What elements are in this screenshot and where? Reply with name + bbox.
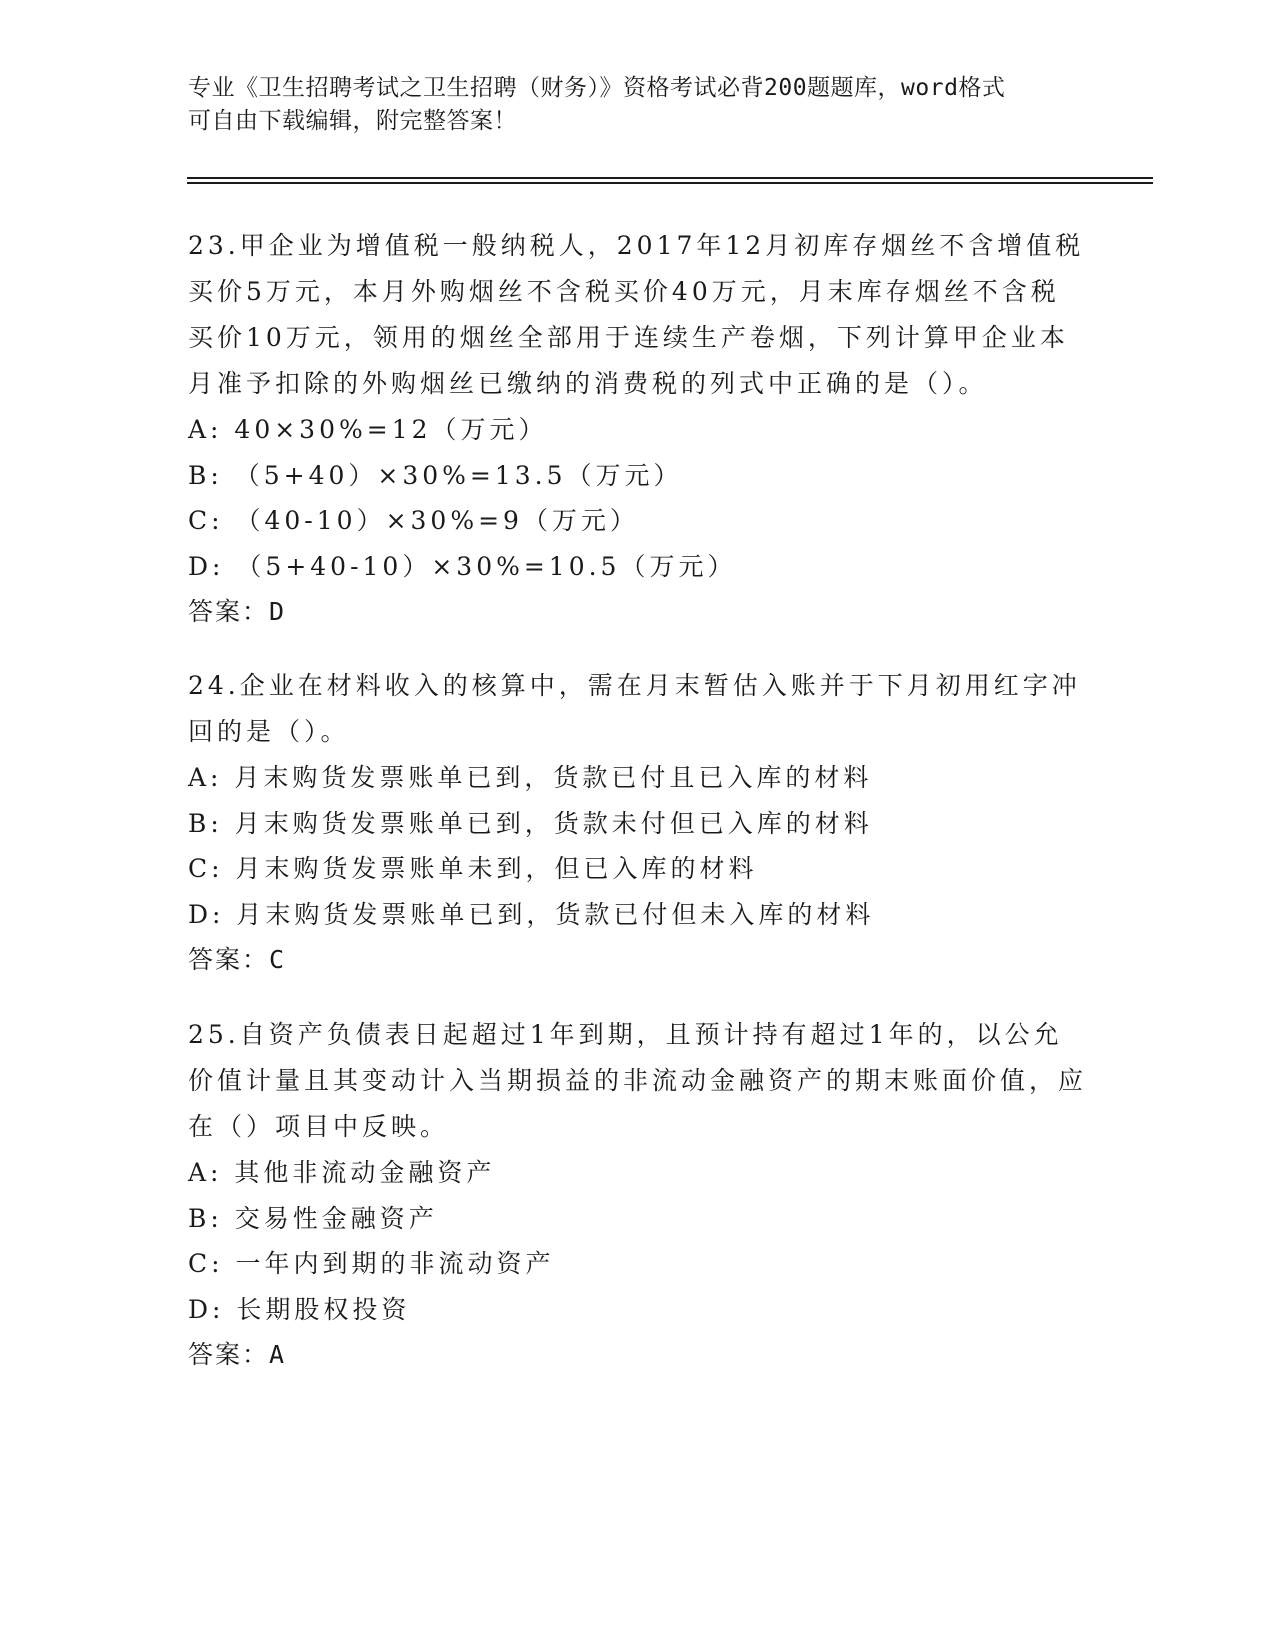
option-b: B: 月末购货发票账单已到，货款未付但已入库的材料 xyxy=(188,808,873,838)
header-line-2: 可自由下载编辑，附完整答案！ xyxy=(188,108,517,134)
option-c: C: （40-10）×30%=9（万元） xyxy=(188,506,639,535)
option-a: A: 月末购货发票账单已到，货款已付且已入库的材料 xyxy=(188,763,873,792)
question-24 xyxy=(188,663,1088,983)
answer-value: C xyxy=(269,945,287,974)
option-c: C: 月末购货发票账单未到，但已入库的材料 xyxy=(188,854,758,883)
answer-label: 答案： xyxy=(188,1340,270,1369)
answer-value: D xyxy=(269,597,287,626)
header-line-1: 专业《卫生招聘考试之卫生招聘（财务）》资格考试必背200题题库，word格式 xyxy=(188,75,1006,101)
answer-line xyxy=(188,1332,1088,1378)
question-stem: 25.自资产负债表日起超过1年到期，且预计持有超过1年的，以公允价值计量且其变动计入当期损益的非流动金融资产的期末账面价值，应在（）项目中反映。 xyxy=(188,1020,1088,1141)
option-b: B: （5+40）×30%=13.5（万元） xyxy=(188,460,683,490)
option-a: A: 其他非流动金融资产 xyxy=(188,1158,496,1187)
answer-value: A xyxy=(269,1340,287,1369)
question-23 xyxy=(188,223,1088,635)
option-b: B: 交易性金融资产 xyxy=(188,1203,438,1233)
answer-label: 答案： xyxy=(188,945,270,974)
answer-line xyxy=(188,937,1088,983)
header-divider-top xyxy=(187,177,1153,179)
option-a: A: 40×30%=12（万元） xyxy=(188,415,548,444)
option-d: D: （5+40-10）×30%=10.5（万元） xyxy=(188,551,737,581)
question-25 xyxy=(188,1012,1088,1378)
option-d: D: 长期股权投资 xyxy=(188,1294,411,1324)
header-divider-bottom xyxy=(187,182,1153,184)
question-stem: 24.企业在材料收入的核算中，需在月末暂估入账并于下月初用红字冲回的是（）。 xyxy=(188,671,1081,746)
answer-label: 答案： xyxy=(188,597,270,626)
answer-line xyxy=(188,589,1088,635)
question-stem: 23.甲企业为增值税一般纳税人，2017年12月初库存烟丝不含增值税买价5万元，本月外购烟丝不含税买价40万元，月末库存烟丝不含税买价10万元，领用的烟丝全部用于连续生产卷烟，下列计算甲企业本月准予扣除的外购烟丝已缴纳的消费税的列式中正确的是（）。 xyxy=(188,231,1085,398)
document-header xyxy=(188,72,1088,138)
option-c: C: 一年内到期的非流动资产 xyxy=(188,1249,555,1278)
option-d: D: 月末购货发票账单已到，货款已付但未入库的材料 xyxy=(188,899,875,929)
